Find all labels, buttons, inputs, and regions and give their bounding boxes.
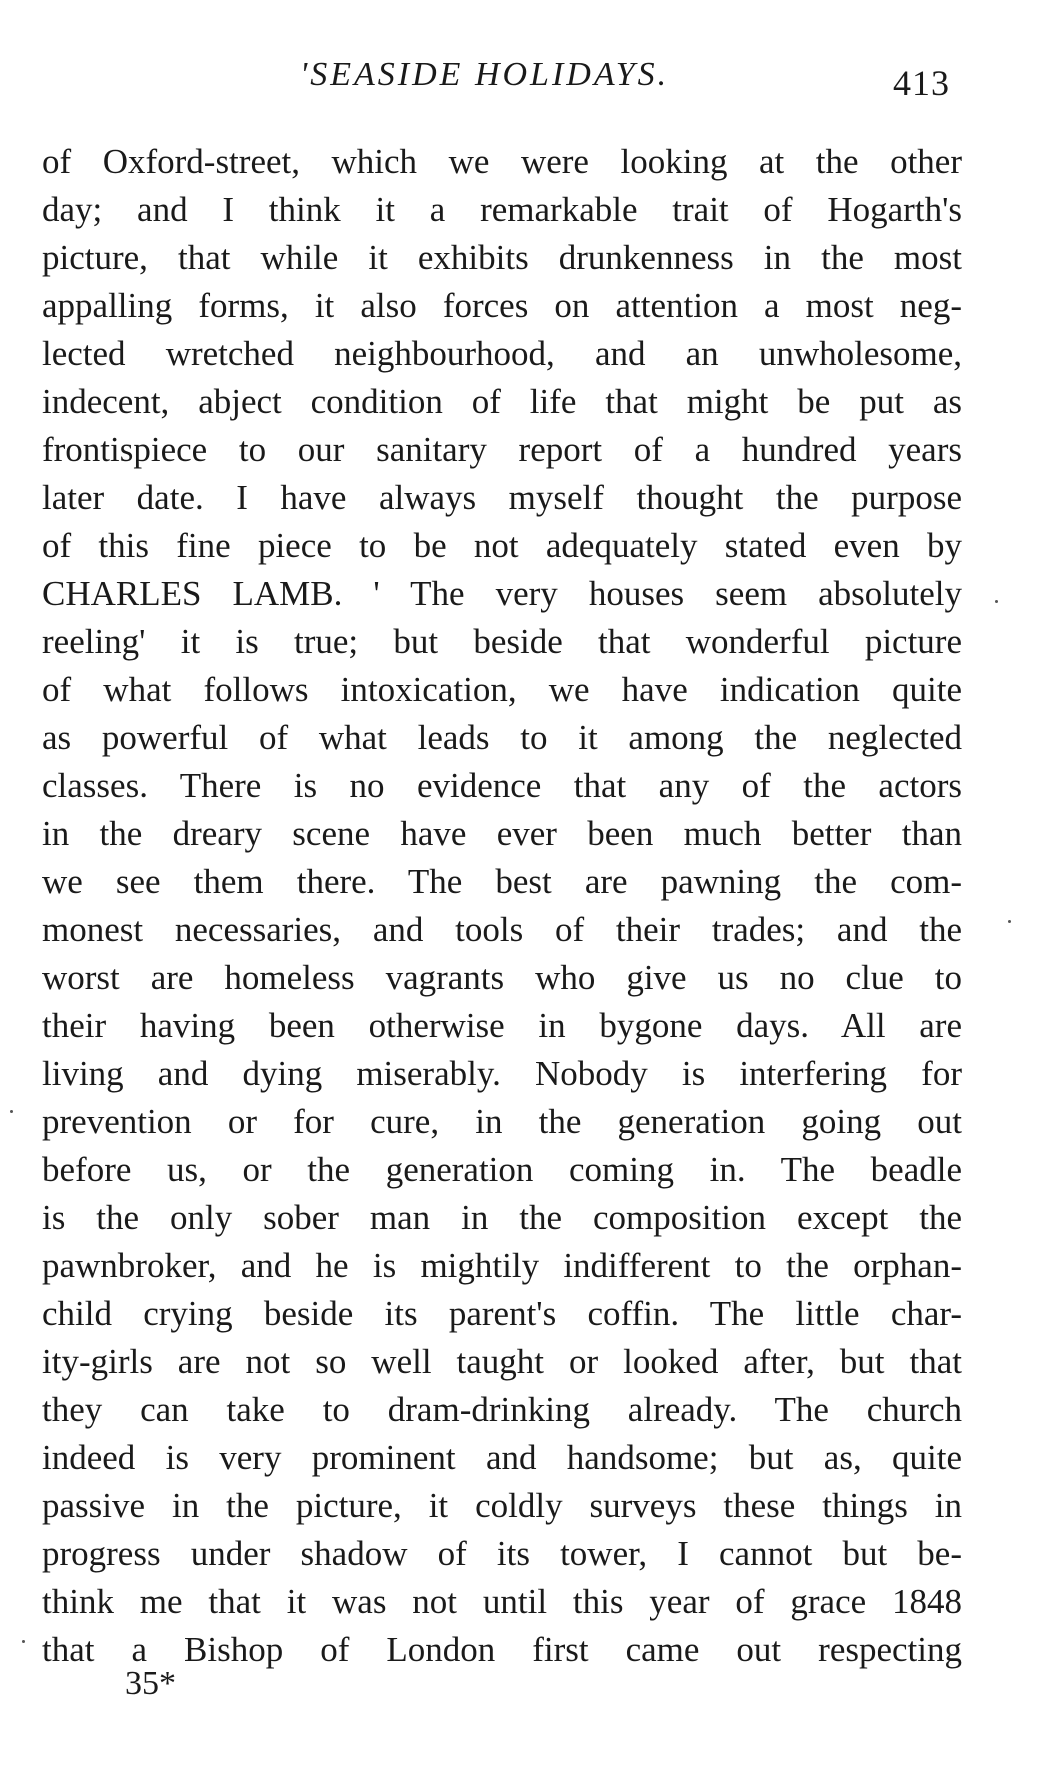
text-line-24: pawnbroker, and he is mightily indifferent to the orphan- — [42, 1246, 962, 1285]
text-line-15: in the dreary scene have ever been much better than — [42, 814, 962, 853]
text-line-29: passive in the picture, it coldly surveys these things in — [42, 1486, 962, 1525]
text-line-2: day; and I think it a remarkable trait of Hogarth's — [42, 190, 962, 229]
text-line-18: worst are homeless vagrants who give us no clue to — [42, 958, 962, 997]
running-head — [0, 52, 1052, 102]
text-line-27: they can take to dram-drinking already. The church — [42, 1390, 962, 1429]
text-line-25: child crying beside its parent's coffin. The little char- — [42, 1294, 962, 1333]
text-line-10: CHARLES LAMB. ' The very houses seem absolutely — [42, 574, 962, 613]
text-line-32: that a Bishop of London first came out respecting — [42, 1630, 962, 1669]
print-speck — [995, 600, 998, 603]
print-speck — [1008, 920, 1011, 923]
text-line-5: lected wretched neighbourhood, and an unwholesome, — [42, 334, 962, 373]
print-speck — [22, 1640, 25, 1643]
text-line-11: reeling' it is true; but beside that wonderful picture — [42, 622, 962, 661]
text-line-13: as powerful of what leads to it among the neglected — [42, 718, 962, 757]
text-line-21: prevention or for cure, in the generation going out — [42, 1102, 962, 1141]
text-line-6: indecent, abject condition of life that might be put as — [42, 382, 962, 421]
running-title: 'SEASIDE HOLIDAYS. — [300, 56, 670, 93]
text-line-3: picture, that while it exhibits drunkenness in the most — [42, 238, 962, 277]
text-line-30: progress under shadow of its tower, I cannot but be- — [42, 1534, 962, 1573]
text-line-1: of Oxford-street, which we were looking at the other — [42, 142, 962, 181]
signature-mark: 35* — [125, 1665, 176, 1702]
body-text — [42, 138, 962, 1674]
text-line-26: ity-girls are not so well taught or looked after, but that — [42, 1342, 962, 1381]
text-line-20: living and dying miserably. Nobody is interfering for — [42, 1054, 962, 1093]
text-line-9: of this fine piece to be not adequately stated even by — [42, 526, 962, 565]
page-number: 413 — [893, 63, 950, 103]
text-line-7: frontispiece to our sanitary report of a hundred years — [42, 430, 962, 469]
text-line-28: indeed is very prominent and handsome; but as, quite — [42, 1438, 962, 1477]
text-line-19: their having been otherwise in bygone days. All are — [42, 1006, 962, 1045]
text-line-14: classes. There is no evidence that any of the actors — [42, 766, 962, 805]
text-line-4: appalling forms, it also forces on attention a most neg- — [42, 286, 962, 325]
text-line-12: of what follows intoxication, we have indication quite — [42, 670, 962, 709]
text-line-31: think me that it was not until this year of grace 1848 — [42, 1582, 962, 1621]
print-speck — [10, 1110, 13, 1113]
text-line-16: we see them there. The best are pawning the com- — [42, 862, 962, 901]
text-line-23: is the only sober man in the composition except the — [42, 1198, 962, 1237]
text-line-8: later date. I have always myself thought the purpose — [42, 478, 962, 517]
text-line-22: before us, or the generation coming in. The beadle — [42, 1150, 962, 1189]
text-line-17: monest necessaries, and tools of their trades; and the — [42, 910, 962, 949]
